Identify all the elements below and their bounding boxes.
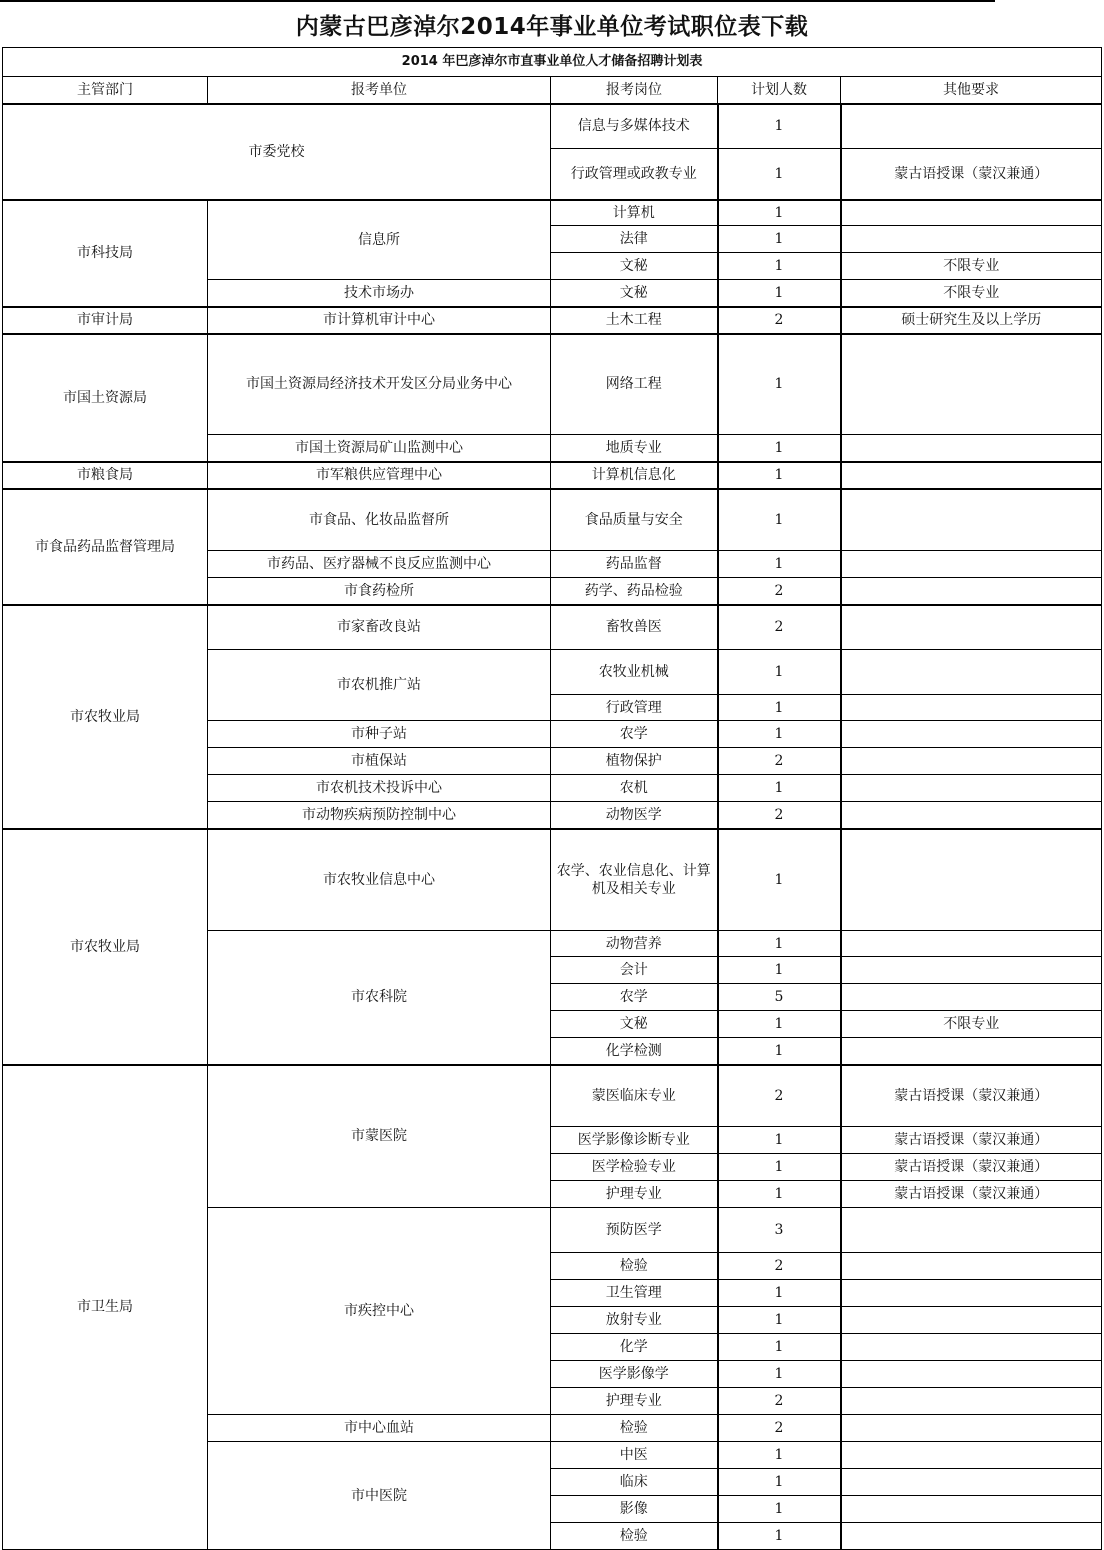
requirement-cell (841, 551, 1102, 578)
department-cell: 市卫生局 (3, 1065, 208, 1550)
count-cell: 1 (718, 931, 841, 957)
unit-cell: 市食药检所 (208, 578, 551, 605)
post-cell: 化学 (551, 1334, 718, 1361)
requirement-cell (841, 104, 1102, 149)
requirement-cell (841, 1442, 1102, 1469)
recruitment-plan-table (2, 47, 1102, 1550)
department-cell: 市委党校 (3, 104, 551, 200)
requirement-cell (841, 334, 1102, 435)
unit-cell: 市蒙医院 (208, 1065, 551, 1208)
unit-cell: 市种子站 (208, 721, 551, 748)
unit-cell: 市军粮供应管理中心 (208, 462, 551, 489)
post-cell: 医学检验专业 (551, 1154, 718, 1181)
requirement-cell: 蒙古语授课（蒙汉兼通） (841, 1127, 1102, 1154)
post-cell: 检验 (551, 1415, 718, 1442)
requirement-cell (841, 1208, 1102, 1253)
department-cell: 市审计局 (3, 307, 208, 334)
count-cell: 1 (718, 721, 841, 748)
count-cell: 2 (718, 1065, 841, 1127)
post-cell: 医学影像诊断专业 (551, 1127, 718, 1154)
requirement-cell (841, 1388, 1102, 1415)
post-cell: 检验 (551, 1253, 718, 1280)
unit-cell: 市农机技术投诉中心 (208, 775, 551, 802)
count-cell: 1 (718, 149, 841, 200)
table-title-row (3, 48, 1102, 77)
header-row (3, 77, 1102, 104)
count-cell: 2 (718, 605, 841, 650)
count-cell: 1 (718, 1038, 841, 1065)
unit-cell: 市计算机审计中心 (208, 307, 551, 334)
count-cell: 1 (718, 435, 841, 462)
post-cell: 计算机信息化 (551, 462, 718, 489)
requirement-cell: 不限专业 (841, 253, 1102, 280)
count-cell: 3 (718, 1208, 841, 1253)
count-cell: 2 (718, 802, 841, 829)
count-cell: 1 (718, 253, 841, 280)
count-cell: 1 (718, 775, 841, 802)
count-cell: 1 (718, 1496, 841, 1523)
department-cell: 市国土资源局 (3, 334, 208, 462)
post-cell: 预防医学 (551, 1208, 718, 1253)
post-cell: 检验 (551, 1523, 718, 1550)
post-cell: 农学、农业信息化、计算机及相关专业 (551, 829, 718, 931)
requirement-cell (841, 695, 1102, 721)
post-cell: 计算机 (551, 200, 718, 226)
requirement-cell (841, 1523, 1102, 1550)
post-cell: 临床 (551, 1469, 718, 1496)
count-cell: 1 (718, 1181, 841, 1208)
table-row (3, 462, 1102, 489)
count-cell: 1 (718, 1469, 841, 1496)
table-row (3, 104, 1102, 149)
requirement-cell: 硕士研究生及以上学历 (841, 307, 1102, 334)
count-cell: 1 (718, 104, 841, 149)
count-cell: 1 (718, 200, 841, 226)
table-row (3, 489, 1102, 551)
requirement-cell (841, 1038, 1102, 1065)
requirement-cell (841, 1469, 1102, 1496)
requirement-cell: 蒙古语授课（蒙汉兼通） (841, 1154, 1102, 1181)
post-cell: 护理专业 (551, 1388, 718, 1415)
requirement-cell (841, 200, 1102, 226)
requirement-cell (841, 650, 1102, 695)
requirement-cell (841, 1307, 1102, 1334)
unit-cell: 市疾控中心 (208, 1208, 551, 1415)
unit-cell: 市国土资源局经济技术开发区分局业务中心 (208, 334, 551, 435)
requirement-cell (841, 1415, 1102, 1442)
requirement-cell: 不限专业 (841, 280, 1102, 307)
post-cell: 中医 (551, 1442, 718, 1469)
header-unit: 报考单位 (208, 77, 551, 104)
post-cell: 卫生管理 (551, 1280, 718, 1307)
count-cell: 1 (718, 334, 841, 435)
requirement-cell: 蒙古语授课（蒙汉兼通） (841, 1065, 1102, 1127)
count-cell: 1 (718, 1154, 841, 1181)
requirement-cell (841, 1496, 1102, 1523)
requirement-cell (841, 605, 1102, 650)
post-cell: 行政管理或政教专业 (551, 149, 718, 200)
table-row (3, 334, 1102, 435)
post-cell: 法律 (551, 226, 718, 253)
table-row (3, 1065, 1102, 1127)
count-cell: 2 (718, 748, 841, 775)
count-cell: 1 (718, 1442, 841, 1469)
document-title: 内蒙古巴彦淖尔2014年事业单位考试职位表下载 (295, 14, 809, 40)
requirement-cell (841, 226, 1102, 253)
requirement-cell (841, 1253, 1102, 1280)
count-cell: 1 (718, 695, 841, 721)
count-cell: 1 (718, 1307, 841, 1334)
requirement-cell: 蒙古语授课（蒙汉兼通） (841, 149, 1102, 200)
count-cell: 1 (718, 1011, 841, 1038)
post-cell: 会计 (551, 957, 718, 984)
post-cell: 文秘 (551, 1011, 718, 1038)
count-cell: 1 (718, 829, 841, 931)
post-cell: 植物保护 (551, 748, 718, 775)
unit-cell: 市国土资源局矿山监测中心 (208, 435, 551, 462)
post-cell: 影像 (551, 1496, 718, 1523)
unit-cell: 市中医院 (208, 1442, 551, 1550)
requirement-cell (841, 1334, 1102, 1361)
post-cell: 动物营养 (551, 931, 718, 957)
unit-cell: 市植保站 (208, 748, 551, 775)
requirement-cell: 蒙古语授课（蒙汉兼通） (841, 1181, 1102, 1208)
count-cell: 1 (718, 1127, 841, 1154)
count-cell: 1 (718, 1361, 841, 1388)
requirement-cell (841, 802, 1102, 829)
count-cell: 1 (718, 957, 841, 984)
unit-cell: 市中心血站 (208, 1415, 551, 1442)
post-cell: 化学检测 (551, 1038, 718, 1065)
post-cell: 动物医学 (551, 802, 718, 829)
count-cell: 1 (718, 226, 841, 253)
header-post: 报考岗位 (551, 77, 718, 104)
post-cell: 农牧业机械 (551, 650, 718, 695)
requirement-cell (841, 1280, 1102, 1307)
department-cell: 市农牧业局 (3, 605, 208, 829)
count-cell: 1 (718, 650, 841, 695)
count-cell: 1 (718, 489, 841, 551)
unit-cell: 市食品、化妆品监督所 (208, 489, 551, 551)
unit-cell: 市农牧业信息中心 (208, 829, 551, 931)
unit-cell: 市动物疾病预防控制中心 (208, 802, 551, 829)
unit-cell: 市家畜改良站 (208, 605, 551, 650)
requirement-cell (841, 957, 1102, 984)
requirement-cell (841, 462, 1102, 489)
post-cell: 护理专业 (551, 1181, 718, 1208)
top-rule (0, 0, 995, 2)
count-cell: 1 (718, 1334, 841, 1361)
post-cell: 农机 (551, 775, 718, 802)
count-cell: 2 (718, 578, 841, 605)
requirement-cell (841, 984, 1102, 1011)
post-cell: 土木工程 (551, 307, 718, 334)
header-count: 计划人数 (718, 77, 841, 104)
post-cell: 药学、药品检验 (551, 578, 718, 605)
count-cell: 1 (718, 280, 841, 307)
post-cell: 医学影像学 (551, 1361, 718, 1388)
requirement-cell (841, 931, 1102, 957)
table-row (3, 829, 1102, 931)
table-row (3, 307, 1102, 334)
post-cell: 网络工程 (551, 334, 718, 435)
unit-cell: 市农机推广站 (208, 650, 551, 721)
requirement-cell (841, 775, 1102, 802)
post-cell: 信息与多媒体技术 (551, 104, 718, 149)
table-row (3, 200, 1102, 226)
post-cell: 行政管理 (551, 695, 718, 721)
count-cell: 2 (718, 1415, 841, 1442)
count-cell: 5 (718, 984, 841, 1011)
post-cell: 农学 (551, 721, 718, 748)
requirement-cell (841, 578, 1102, 605)
unit-cell: 技术市场办 (208, 280, 551, 307)
count-cell: 1 (718, 1280, 841, 1307)
count-cell: 2 (718, 307, 841, 334)
post-cell: 地质专业 (551, 435, 718, 462)
post-cell: 放射专业 (551, 1307, 718, 1334)
unit-cell: 信息所 (208, 200, 551, 280)
count-cell: 1 (718, 551, 841, 578)
requirement-cell (841, 435, 1102, 462)
table-title: 2014 年巴彦淖尔市直事业单位人才储备招聘计划表 (3, 48, 1102, 77)
requirement-cell (841, 721, 1102, 748)
department-cell: 市粮食局 (3, 462, 208, 489)
unit-cell: 市农科院 (208, 931, 551, 1065)
header-department: 主管部门 (3, 77, 208, 104)
requirement-cell (841, 829, 1102, 931)
requirement-cell (841, 748, 1102, 775)
department-cell: 市食品药品监督管理局 (3, 489, 208, 605)
post-cell: 蒙医临床专业 (551, 1065, 718, 1127)
post-cell: 药品监督 (551, 551, 718, 578)
requirement-cell (841, 489, 1102, 551)
post-cell: 食品质量与安全 (551, 489, 718, 551)
unit-cell: 市药品、医疗器械不良反应监测中心 (208, 551, 551, 578)
requirement-cell (841, 1361, 1102, 1388)
department-cell: 市农牧业局 (3, 829, 208, 1065)
count-cell: 2 (718, 1253, 841, 1280)
post-cell: 文秘 (551, 280, 718, 307)
count-cell: 2 (718, 1388, 841, 1415)
table-row (3, 605, 1102, 650)
post-cell: 文秘 (551, 253, 718, 280)
post-cell: 畜牧兽医 (551, 605, 718, 650)
header-requirement: 其他要求 (841, 77, 1102, 104)
post-cell: 农学 (551, 984, 718, 1011)
count-cell: 1 (718, 1523, 841, 1550)
requirement-cell: 不限专业 (841, 1011, 1102, 1038)
count-cell: 1 (718, 462, 841, 489)
department-cell: 市科技局 (3, 200, 208, 307)
